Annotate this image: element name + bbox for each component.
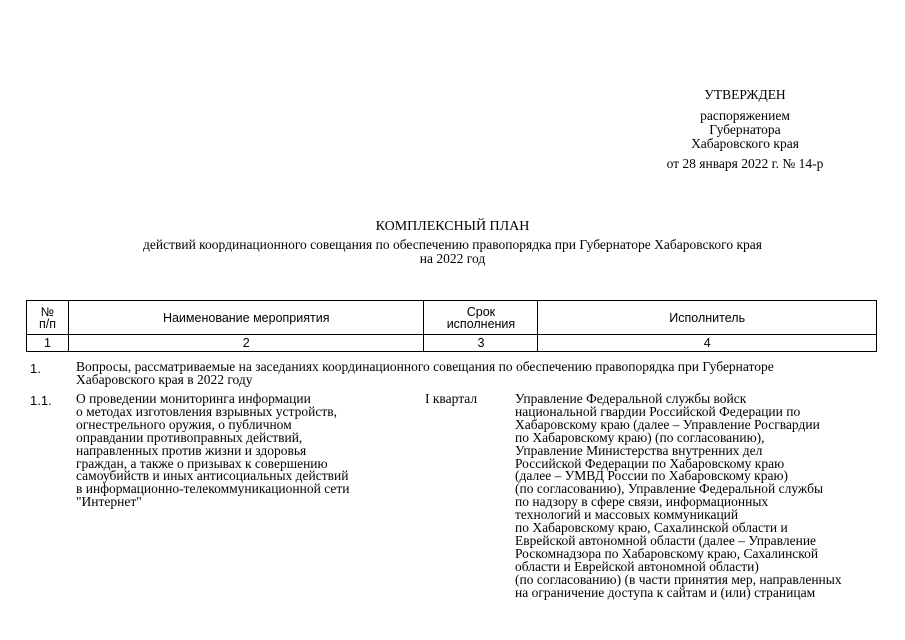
item-executor: Управление Федеральной службы войск национальной гвардии Российской Федерации по Хабаровскому краю (далее – Управление Росгвардии по Хабаровскому краю) (по согласованию), Управление Министерства внутренних дел Российской Федерации по Хабаровскому краю (далее – УМВД России по Хабаровскому краю) (по согласованию), Управление Федеральной службы по надзору в сфере связи, информационных технологий и массовых коммуникаций по Хабаровскому краю, Сахалинской области и Еврейской автономной области (далее – Управление Роскомнадзора по Хабаровскому краю, Сахалинской области и Еврейской автономной области) (по согласованию) (в части принятия мер, направленных на ограничение доступа к сайтам и (или) страницам	[515, 391, 842, 600]
column-number: 2	[68, 335, 424, 352]
header-executor: Исполнитель	[538, 301, 877, 335]
approval-line: Губернатора	[709, 122, 781, 137]
section-number: 1.	[30, 361, 41, 376]
subtitle-line: действий координационного совещания по обеспечению правопорядка при Губернаторе Хабаровского края	[143, 237, 762, 252]
approval-line: Хабаровского края	[691, 136, 799, 151]
approval-stamp	[620, 88, 870, 171]
header-deadline: Срок исполнения	[424, 301, 538, 335]
header-activity-name: Наименование мероприятия	[68, 301, 424, 335]
header-number: № п/п	[27, 301, 69, 335]
approval-heading: УТВЕРЖДЕН	[704, 87, 786, 102]
section-heading: Вопросы, рассматриваемые на заседаниях координационного совещания по обеспечению правопорядка при Губернаторе Хабаровского края в 2022 году	[76, 359, 774, 387]
item-deadline: I квартал	[425, 391, 478, 406]
approval-line: распоряжением	[700, 108, 790, 123]
column-number: 3	[424, 335, 538, 352]
approval-date: от 28 января 2022 г. № 14-р	[666, 156, 824, 171]
column-number: 1	[27, 335, 69, 352]
column-number: 4	[538, 335, 877, 352]
subtitle-line: на 2022 год	[419, 250, 486, 266]
plan-table-header	[26, 300, 877, 352]
item-activity-name: О проведении мониторинга информации о методах изготовления взрывных устройств, огнестрельного оружия, о публичном оправдании противоправных действий, направленных против жизни и здоровья граждан, а также о призывах к совершению самоубийств и иных антисоциальных действий в информационно-телекоммуникационной сети "Интернет"	[76, 391, 350, 510]
item-number: 1.1.	[30, 393, 52, 408]
document-subtitle	[0, 238, 905, 265]
document-title: КОМПЛЕКСНЫЙ ПЛАН	[375, 219, 530, 234]
